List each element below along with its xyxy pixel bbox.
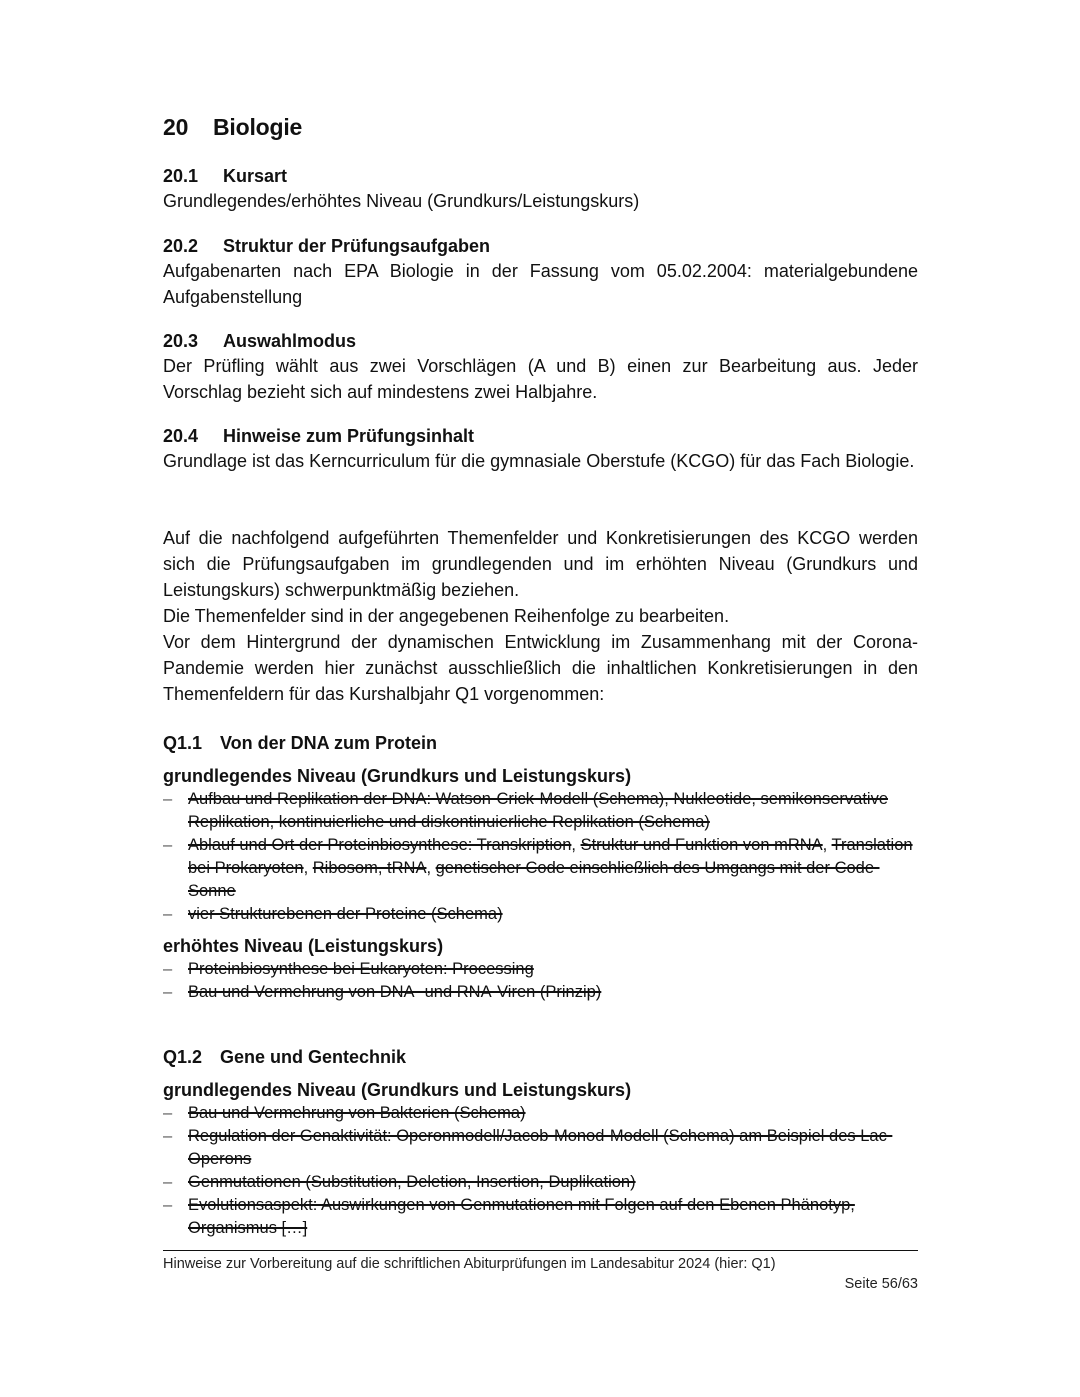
section-20-3 [163,329,918,405]
separator: , [303,859,313,877]
item-text: Evolutionsaspekt: Auswirkungen von Genmutationen mit Folgen auf den Ebenen Phänotyp, Organismus […] [188,1196,855,1237]
separator: , [571,836,581,854]
intro [163,525,918,707]
dash-bullet-icon: – [163,790,173,808]
section-heading [163,424,918,448]
section-heading [163,329,918,353]
section-body: Grundlage ist das Kerncurriculum für die gymnasiale Oberstufe (KCGO) für das Fach Biologie. [163,451,915,471]
section-heading [163,164,918,188]
footer-divider [163,1250,918,1251]
separator: , [426,859,436,877]
topic-title: Gene und Gentechnik [220,1047,407,1067]
separator: , [822,836,832,854]
list-item [163,1102,918,1125]
content-list [163,788,918,926]
topic-heading [163,1045,918,1069]
level-heading: grundlegendes Niveau (Grundkurs und Leistungskurs) [163,766,632,786]
section-number: 20.1 [163,166,199,186]
list-item [163,834,918,903]
topic-number: Q1.2 [163,1047,203,1067]
topic-q1-1 [163,731,918,1004]
item-text: Ablauf und Ort der Proteinbiosynthese: Transkription [188,836,572,854]
topic-heading [163,731,918,755]
dash-bullet-icon: – [163,1173,173,1191]
section-body: Aufgabenarten nach EPA Biologie in der Fassung vom 05.02.2004: materialgebundene Aufgabenstellung [163,261,918,307]
list-item [163,903,918,926]
content-list [163,958,918,1004]
level-heading: grundlegendes Niveau (Grundkurs und Leistungskurs) [163,1080,632,1100]
item-text: genetischer Code einschließlich des Umgangs mit der Code-Sonne [188,859,880,900]
topic-q1-2 [163,1045,918,1240]
section-title: Kursart [223,166,288,186]
dash-bullet-icon: – [163,1196,173,1214]
list-item [163,981,918,1004]
list-item [163,1194,918,1240]
section-body: Der Prüfling wählt aus zwei Vorschlägen (A und B) einen zur Bearbeitung aus. Jeder Vorschlag bezieht sich auf mindestens zwei Halbjahre. [163,356,918,402]
content-list [163,1102,918,1240]
dash-bullet-icon: – [163,983,173,1001]
section-title: Auswahlmodus [223,331,357,351]
section-number: 20.2 [163,236,199,256]
item-text: vier Strukturebenen der Proteine (Schema) [188,905,503,923]
chapter-heading [163,114,302,141]
item-text: Proteinbiosynthese bei Eukaryoten: Processing [188,960,534,978]
intro-paragraph: Die Themenfelder sind in der angegebenen Reihenfolge zu bearbeiten. [163,606,730,626]
section-heading [163,234,918,258]
topic-number: Q1.1 [163,733,203,753]
dash-bullet-icon: – [163,905,173,923]
item-text: Regulation der Genaktivität: Operonmodell/Jacob-Monod-Modell (Schema) am Beispiel des Lac-Operons [188,1127,893,1168]
item-text: Aufbau und Replikation der DNA: Watson-Crick-Modell (Schema), Nukleotide, semikonservative Replikation, kontinuierliche und diskontinuierliche Replikation (Schema) [188,790,889,831]
list-item [163,1171,918,1194]
dash-bullet-icon: – [163,1104,173,1122]
section-20-2 [163,234,918,310]
chapter-title: Biologie [213,114,303,140]
intro-paragraph: Auf die nachfolgend aufgeführten Themenfelder und Konkretisierungen des KCGO werden sich die Prüfungsaufgaben im grundlegenden und im erhöhten Niveau (Grundkurs und Leistungskurs) schwerpunktmäßig beziehen. [163,528,918,600]
list-item [163,1125,918,1171]
item-text: Genmutationen (Substitution, Deletion, Insertion, Duplikation) [188,1173,636,1191]
section-20-4 [163,424,918,474]
section-number: 20.3 [163,331,199,351]
list-item [163,788,918,834]
level-heading: erhöhtes Niveau (Leistungskurs) [163,936,444,956]
item-text: Bau und Vermehrung von Bakterien (Schema) [188,1104,526,1122]
item-text: Ribosom, tRNA [312,859,427,877]
chapter-number: 20 [163,114,189,140]
section-title: Hinweise zum Prüfungsinhalt [223,426,475,446]
item-text: Bau und Vermehrung von DNA- und RNA-Viren (Prinzip) [188,983,602,1001]
item-text: Struktur und Funktion von mRNA [580,836,823,854]
dash-bullet-icon: – [163,836,173,854]
section-20-1 [163,164,918,214]
list-item [163,958,918,981]
section-title: Struktur der Prüfungsaufgaben [223,236,491,256]
page-number: Seite 56/63 [844,1276,918,1292]
intro-paragraph: Vor dem Hintergrund der dynamischen Entwicklung im Zusammenhang mit der Corona-Pandemie werden hier zunächst ausschließlich die inhaltlichen Konkretisierungen in den Themenfeldern für das Kurshalbjahr Q1 vorgenommen: [163,632,918,704]
item-text: Translation bei Prokaryoten [188,836,913,877]
dash-bullet-icon: – [163,960,173,978]
footer-text: Hinweise zur Vorbereitung auf die schriftlichen Abiturprüfungen im Landesabitur 2024 (hier: Q1) [163,1256,776,1272]
dash-bullet-icon: – [163,1127,173,1145]
section-body: Grundlegendes/erhöhtes Niveau (Grundkurs/Leistungskurs) [163,191,640,211]
section-number: 20.4 [163,426,199,446]
topic-title: Von der DNA zum Protein [220,733,438,753]
